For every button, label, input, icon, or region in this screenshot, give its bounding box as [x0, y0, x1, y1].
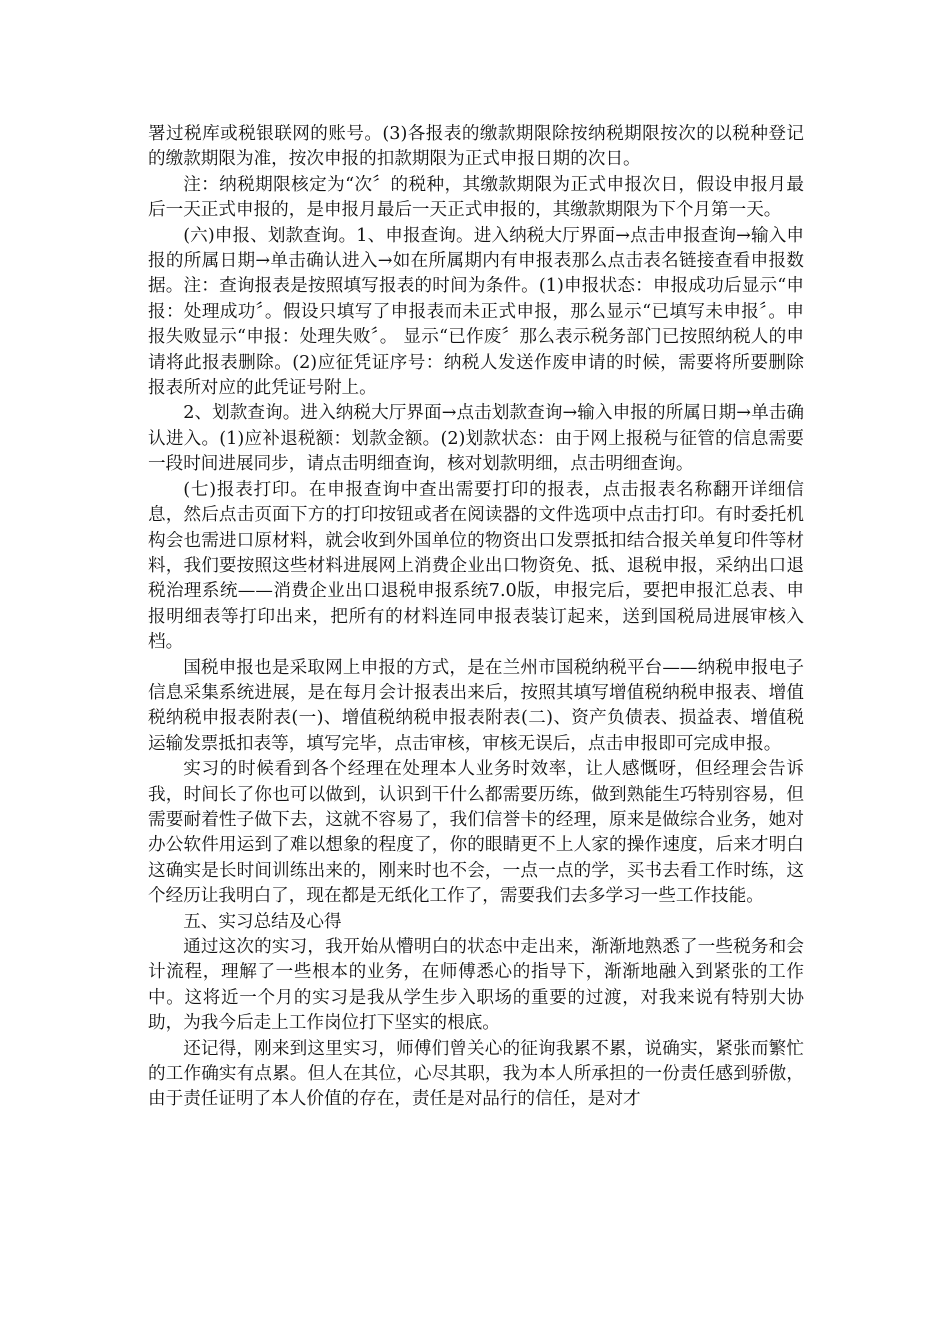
paragraph-4: 2、划款查询。进入纳税大厅界面→点击划款查询→输入申报的所属日期→单击确认进入。(1)应补退税额：划款金额。(2)划款状态：由于网上报税与征管的信息需要一段时间进展同步，请点击明细查询，核对划款明细，点击明细查询。 — [148, 403, 804, 475]
section-heading: 五、实习总结及心得 — [183, 911, 342, 932]
paragraph-9: 还记得，刚来到这里实习，师傅们曾关心的征询我累不累，说确实，紧张而繁忙的工作确实有点累。但人在其位，心尽其职，我为本人所承担的一份责任感到骄傲，由于责任证明了本人价值的存在，责任是对品行的信任，是对才 — [148, 1038, 804, 1110]
paragraph-1: 署过税库或税银联网的账号。(3)各报表的缴款期限除按纳税期限按次的以税种登记的缴款期限为准，按次申报的扣款期限为正式申报日期的次日。 — [148, 124, 804, 170]
paragraph-3: (六)申报、划款查询。1、申报查询。进入纳税大厅界面→点击申报查询→输入申报的所属日期→单击确认进入→如在所属期内有申报表那么点击表名链接查看申报数据。注：查询报表是按照填写报表的时间为条件。(1)申报状态：申报成功后显示“申报：处理成功〞。假设只填写了申报表而未正式申报，那么显示“已填写未申报〞。申报失败显示“申报：处理失败〞。 显示“已作废〞那么表示税务部门已按照纳税人的申请将此报表删除。(2)应征凭证序号：纳税人发送作废申请的时候，需要将所要删除报表所对应的此凭证号附上。 — [148, 225, 804, 399]
paragraph-6: 国税申报也是采取网上申报的方式，是在兰州市国税纳税平台——纳税申报电子信息采集系统进展，是在每月会计报表出来后，按照其填写增值税纳税申报表、增值税纳税申报表附表(一)、增值税纳税申报表附表(二)、资产负债表、损益表、增值税运输发票抵扣表等，填写完毕，点击审核，审核无误后，点击申报即可完成申报。 — [148, 657, 804, 754]
paragraph-8: 通过这次的实习，我开始从懵明白的状态中走出来，渐渐地熟悉了一些税务和会计流程，理解了一些根本的业务，在师傅悉心的指导下，渐渐地融入到紧张的工作中。这将近一个月的实习是我从学生步入职场的重要的过渡，对我来说有特别大协助，为我今后走上工作岗位打下坚实的根底。 — [148, 937, 804, 1034]
paragraph-7: 实习的时候看到各个经理在处理本人业务时效率，让人感慨呀，但经理会告诉我，时间长了你也可以做到，认识到干什么都需要历练，做到熟能生巧特别容易，但需要耐着性子做下去，这就不容易了，我们信誉卡的经理，原来是做综合业务，她对办公软件用运到了难以想象的程度了，你的眼睛更不上人家的操作速度，后来才明白这确实是长时间训练出来的，刚来时也不会，一点一点的学，买书去看工作时练，这个经历让我明白了，现在都是无纸化工作了，需要我们去多学习一些工作技能。 — [148, 759, 804, 907]
paragraph-2: 注：纳税期限核定为“次〞的税种，其缴款期限为正式申报次日，假设申报月最后一天正式申报的，是申报月最后一天正式申报的，其缴款期限为下个月第一天。 — [148, 174, 804, 221]
paragraph-5: (七)报表打印。在申报查询中查出需要打印的报表，点击报表名称翻开详细信息，然后点击页面下方的打印按钮或者在阅读器的文件选项中点击打印。有时委托机构会也需进口原材料，就会收到外国单位的物资出口发票抵扣结合报关单复印件等材料，我们要按照这些材料进展网上消费企业出口物资免、抵、退税申报，采纳出口退税治理系统——消费企业出口退税申报系统7.0版，申报完后，要把申报汇总表、申报明细表等打印出来，把所有的材料连同申报表装订起来，送到国税局进展审核入档。 — [148, 479, 804, 653]
document-page — [148, 122, 804, 1113]
